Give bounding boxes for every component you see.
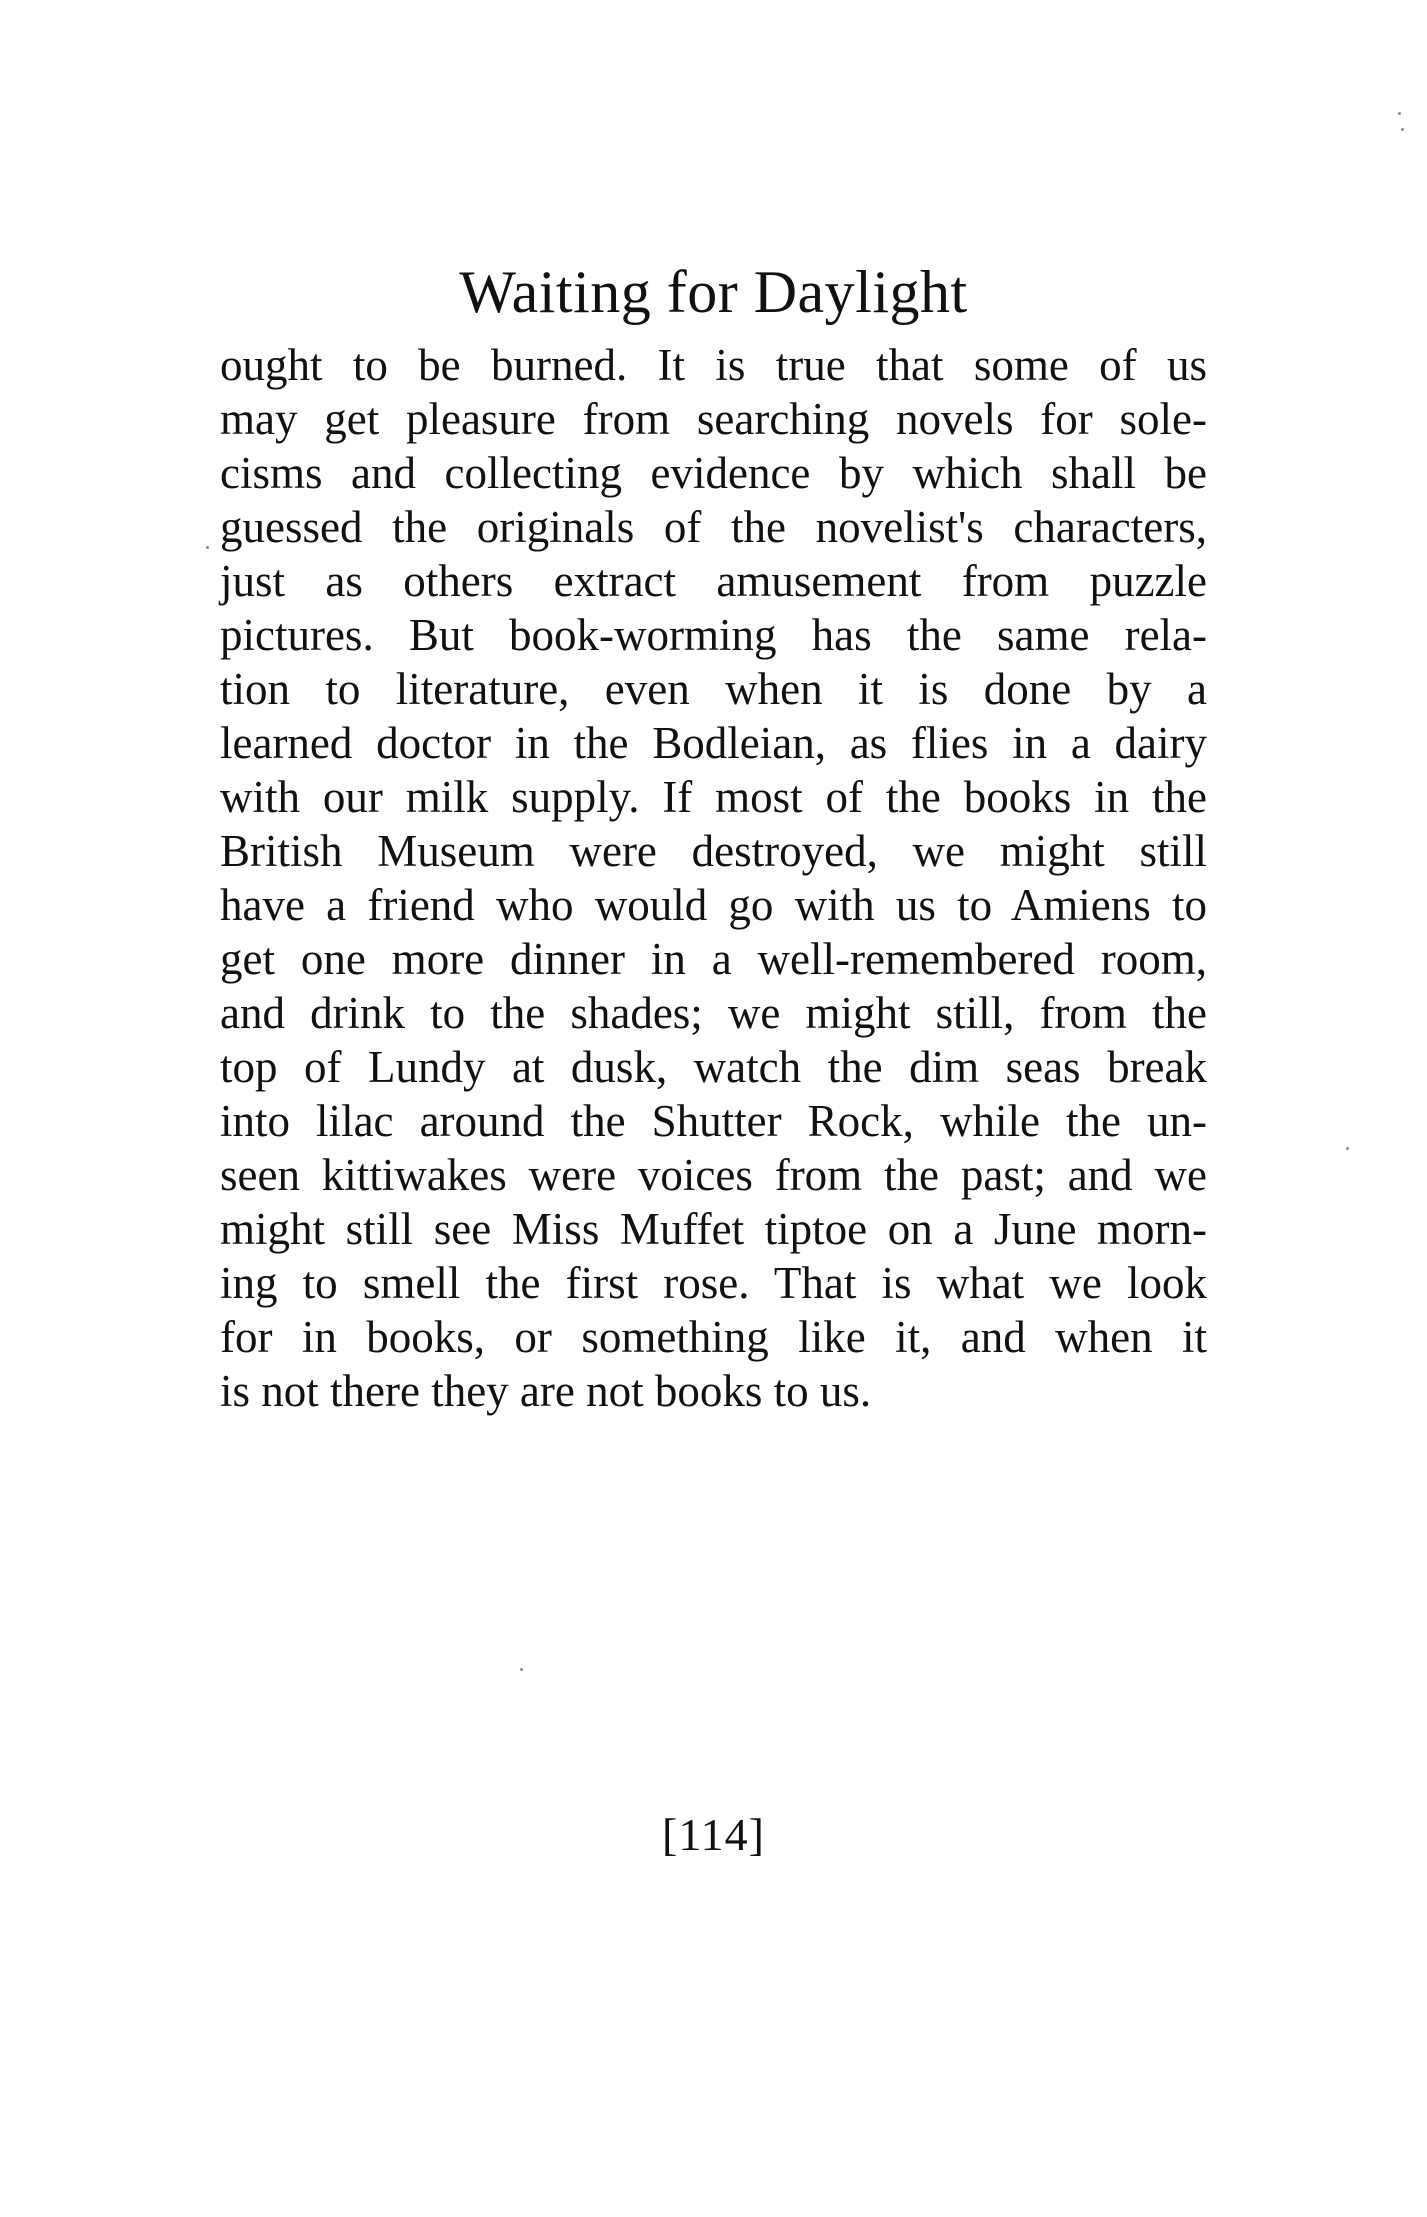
text-line-last: is not there they are not books to us. [220, 1366, 872, 1416]
text-line: top of Lundy at dusk, watch the dim seas break [220, 1042, 1207, 1092]
body-paragraph [220, 338, 1207, 1418]
text-line: for in books, or something like it, and when it [220, 1312, 1207, 1362]
text-line: learned doctor in the Bodleian, as flies in a dairy [220, 718, 1207, 768]
scan-speck [520, 1668, 523, 1671]
text-line: into lilac around the Shutter Rock, while the un- [220, 1096, 1207, 1146]
text-line: and drink to the shades; we might still, from the [220, 988, 1207, 1038]
text-line: get one more dinner in a well-remembered room, [220, 934, 1207, 984]
text-line: may get pleasure from searching novels for sole- [220, 394, 1207, 444]
text-line: pictures. But book-worming has the same rela- [220, 610, 1207, 660]
scan-speck [1398, 112, 1401, 115]
text-line: ought to be burned. It is true that some of us [220, 340, 1207, 390]
text-line: British Museum were destroyed, we might still [220, 826, 1207, 876]
page-number: [114] [662, 1809, 765, 1860]
scan-speck [1346, 1147, 1349, 1150]
text-line: with our milk supply. If most of the books in the [220, 772, 1207, 822]
text-line: might still see Miss Muffet tiptoe on a June morn- [220, 1204, 1207, 1254]
text-line: cisms and collecting evidence by which shall be [220, 448, 1207, 498]
text-line: ing to smell the first rose. That is what we look [220, 1258, 1207, 1308]
running-head-title: Waiting for Daylight [459, 259, 968, 325]
text-line: seen kittiwakes were voices from the past; and we [220, 1150, 1207, 1200]
text-line: tion to literature, even when it is done by a [220, 664, 1207, 714]
scan-speck [1401, 128, 1404, 131]
text-line: guessed the originals of the novelist's characters, [220, 502, 1207, 552]
scan-speck [206, 546, 209, 549]
text-line: have a friend who would go with us to Amiens to [220, 880, 1207, 930]
text-line: just as others extract amusement from puzzle [220, 556, 1207, 606]
